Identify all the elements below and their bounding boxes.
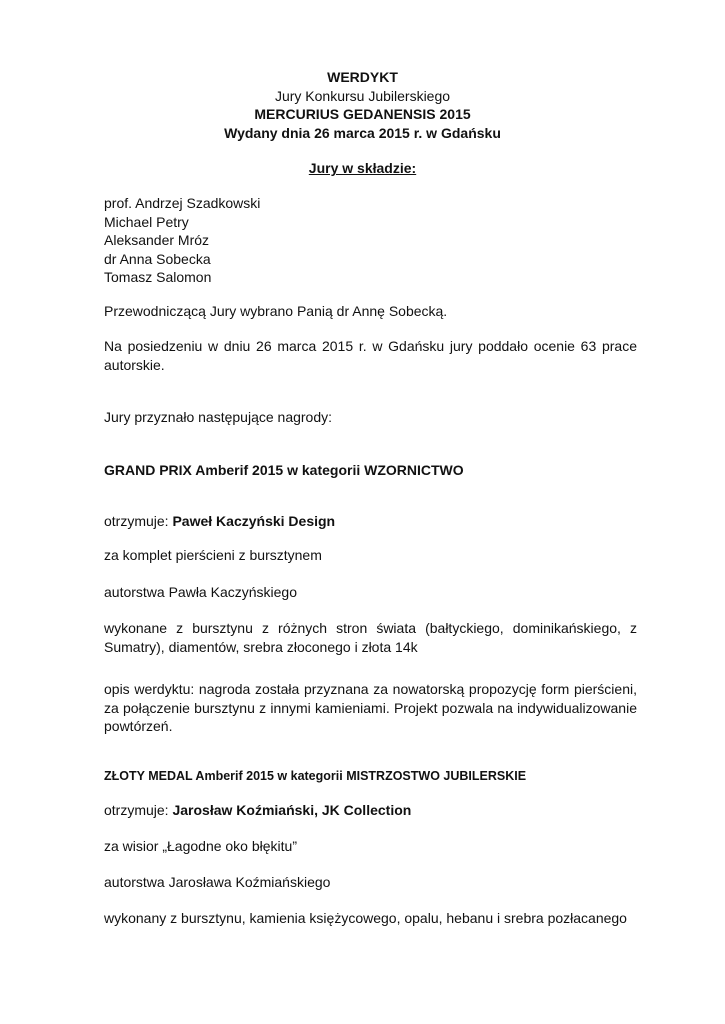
- recipient-prefix: otrzymuje:: [104, 802, 173, 818]
- awards-intro: Jury przyznało następujące nagrody:: [104, 409, 333, 425]
- jury-member: prof. Andrzej Szadkowski: [104, 195, 261, 211]
- grand-prix-verdict: opis werdyktu: nagroda została przyznana za nowatorską propozycję form pierścieni, za połączenie bursztynu z innymi kamieniami. Projekt pozwala na indywidualizowanie powtórzeń.: [104, 681, 637, 734]
- grand-prix-heading: GRAND PRIX Amberif 2015 w kategorii WZORNICTWO: [104, 462, 464, 478]
- grand-prix-recipient: Paweł Kaczyński Design: [172, 513, 336, 529]
- jury-members-list: [104, 194, 637, 287]
- grand-prix-recipient-line: [104, 512, 637, 531]
- document-subtitle: Jury Konkursu Jubilerskiego: [274, 87, 451, 104]
- grand-prix-materials: wykonane z bursztynu z różnych stron świata (bałtyckiego, dominikańskiego, z Sumatry), diamentów, srebra złoconego i złota 14k: [104, 620, 637, 655]
- jury-member: dr Anna Sobecka: [104, 250, 211, 267]
- document-header: [0, 68, 725, 142]
- grand-prix-author: autorstwa Pawła Kaczyńskiego: [104, 584, 297, 600]
- jury-member: Tomasz Salomon: [104, 269, 212, 285]
- contest-name: MERCURIUS GEDANENSIS 2015: [254, 106, 471, 122]
- session-paragraph: Na posiedzeniu w dniu 26 marca 2015 r. w Gdańsku jury poddało ocenie 63 prace autorskie.: [104, 338, 637, 373]
- document-title: WERDYKT: [327, 69, 398, 85]
- jury-member: Michael Petry: [104, 213, 189, 230]
- jury-heading: Jury w składzie:: [308, 160, 417, 176]
- gold-medal-recipient-line: [104, 801, 637, 820]
- gold-medal-recipient: Jarosław Koźmiański, JK Collection: [172, 802, 412, 818]
- grand-prix-work: za komplet pierścieni z bursztynem: [104, 547, 322, 563]
- gold-medal-work: za wisior „Łagodne oko błękitu”: [104, 838, 297, 854]
- jury-member: Aleksander Mróz: [104, 232, 210, 248]
- jury-chair-paragraph: Przewodniczącą Jury wybrano Panią dr Annę Sobecką.: [104, 303, 448, 319]
- issue-date: Wydany dnia 26 marca 2015 r. w Gdańsku: [224, 124, 501, 141]
- gold-medal-materials: wykonany z bursztynu, kamienia księżycowego, opalu, hebanu i srebra pozłacanego: [104, 910, 627, 926]
- recipient-prefix: otrzymuje:: [104, 513, 173, 529]
- gold-medal-author: autorstwa Jarosława Koźmiańskiego: [104, 874, 331, 890]
- gold-medal-heading: ZŁOTY MEDAL Amberif 2015 w kategorii MISTRZOSTWO JUBILERSKIE: [104, 769, 527, 783]
